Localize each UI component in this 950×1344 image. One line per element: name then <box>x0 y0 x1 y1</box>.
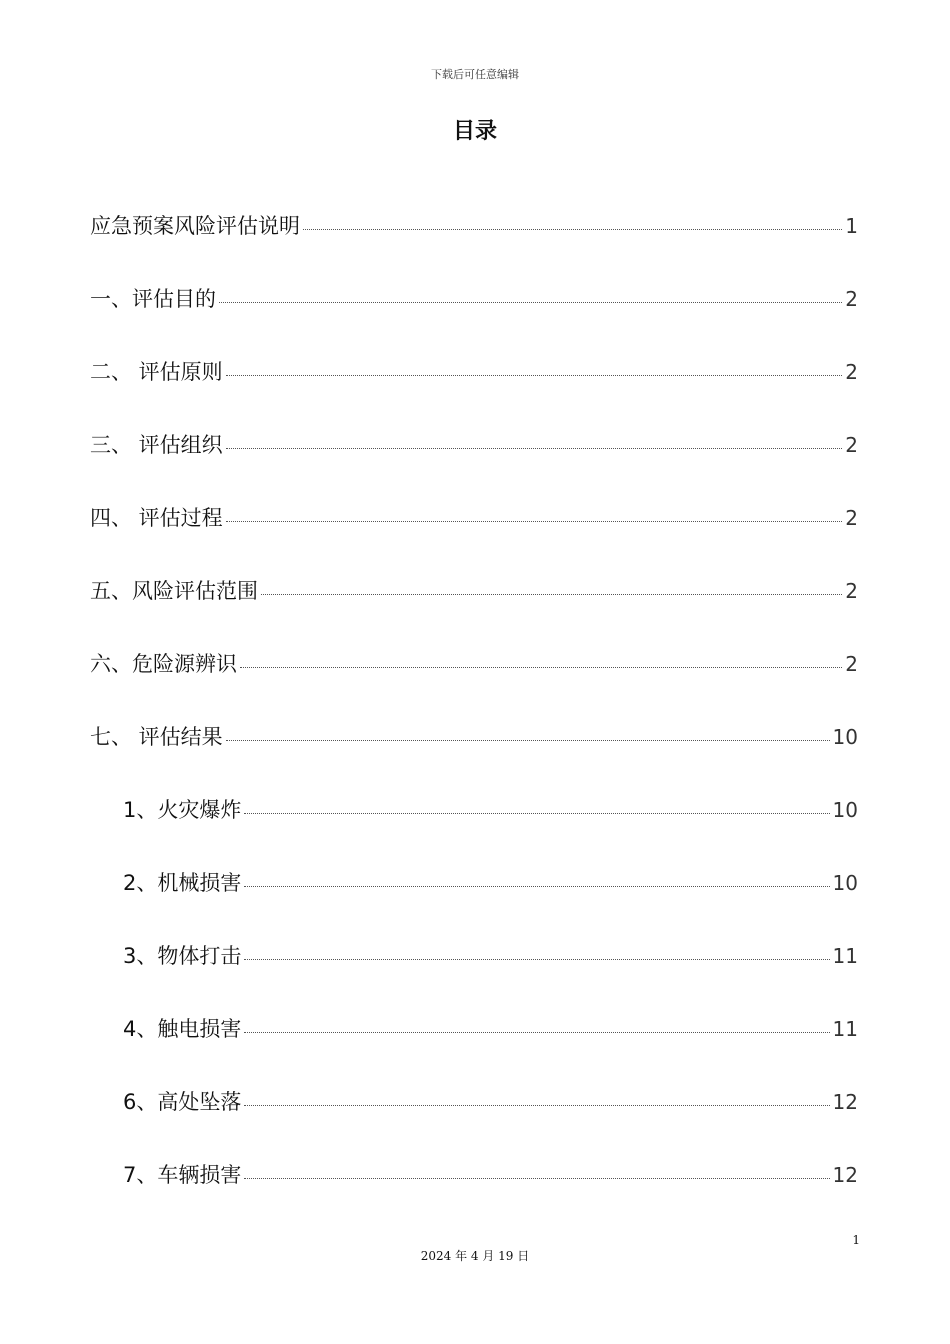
toc-entry-page: 10 <box>832 725 858 749</box>
toc-dot-leader <box>226 520 843 522</box>
toc-entry-label: 一、评估目的 <box>90 287 216 311</box>
toc-entry-page: 2 <box>845 433 858 457</box>
toc-entry-label: 7、车辆损害 <box>123 1163 242 1187</box>
toc-entry-page: 1 <box>845 214 858 238</box>
toc-entry-page: 2 <box>845 506 858 530</box>
toc-entry-label: 六、危险源辨识 <box>90 652 237 676</box>
toc-entry-page: 2 <box>845 360 858 384</box>
toc-dot-leader <box>244 1104 829 1106</box>
toc-entry[interactable] <box>90 346 858 419</box>
toc-entry-page: 2 <box>845 652 858 676</box>
header-note: 下载后可任意编辑 <box>431 68 519 81</box>
toc-entry-label: 3、物体打击 <box>123 944 242 968</box>
toc-dot-leader <box>244 812 829 814</box>
toc-list <box>90 200 858 1222</box>
toc-title: 目录 <box>452 119 497 144</box>
toc-entry-label: 1、火灾爆炸 <box>123 798 242 822</box>
toc-subentry[interactable] <box>90 857 858 930</box>
toc-entry-label: 应急预案风险评估说明 <box>90 214 300 238</box>
toc-dot-leader <box>226 447 843 449</box>
toc-entry[interactable] <box>90 419 858 492</box>
toc-entry-page: 10 <box>832 798 858 822</box>
toc-entry-label: 6、高处坠落 <box>123 1090 242 1114</box>
toc-entry-label: 三、 评估组织 <box>90 433 223 457</box>
toc-entry-label: 4、触电损害 <box>123 1017 242 1041</box>
toc-entry[interactable] <box>90 492 858 565</box>
toc-entry-label: 七、 评估结果 <box>90 725 223 749</box>
toc-dot-leader <box>244 1031 829 1033</box>
footer-date: 2024 年 4 月 19 日 <box>420 1249 530 1263</box>
toc-entry[interactable] <box>90 638 858 711</box>
toc-entry-label: 四、 评估过程 <box>90 506 223 530</box>
toc-entry[interactable] <box>90 273 858 346</box>
toc-entry-label: 五、风险评估范围 <box>90 579 258 603</box>
toc-subentry[interactable] <box>90 1003 858 1076</box>
toc-entry-page: 2 <box>845 287 858 311</box>
toc-entry-page: 12 <box>832 1163 858 1187</box>
toc-entry-page: 10 <box>832 871 858 895</box>
toc-dot-leader <box>261 593 842 595</box>
page-number: 1 <box>852 1233 860 1247</box>
toc-subentry[interactable] <box>90 1149 858 1222</box>
toc-dot-leader <box>226 739 830 741</box>
toc-dot-leader <box>240 666 842 668</box>
toc-dot-leader <box>244 958 829 960</box>
toc-entry-label: 二、 评估原则 <box>90 360 223 384</box>
toc-entry-page: 12 <box>832 1090 858 1114</box>
toc-entry-page: 11 <box>832 944 858 968</box>
toc-subentry[interactable] <box>90 930 858 1003</box>
toc-entry-label: 2、机械损害 <box>123 871 242 895</box>
toc-dot-leader <box>303 228 842 230</box>
toc-dot-leader <box>219 301 842 303</box>
toc-subentry[interactable] <box>90 1076 858 1149</box>
toc-subentry[interactable] <box>90 784 858 857</box>
toc-dot-leader <box>244 885 829 887</box>
toc-dot-leader <box>226 374 843 376</box>
toc-entry-page: 2 <box>845 579 858 603</box>
toc-entry-page: 11 <box>832 1017 858 1041</box>
toc-entry[interactable] <box>90 565 858 638</box>
toc-entry[interactable] <box>90 711 858 784</box>
toc-dot-leader <box>244 1177 829 1179</box>
toc-entry[interactable] <box>90 200 858 273</box>
